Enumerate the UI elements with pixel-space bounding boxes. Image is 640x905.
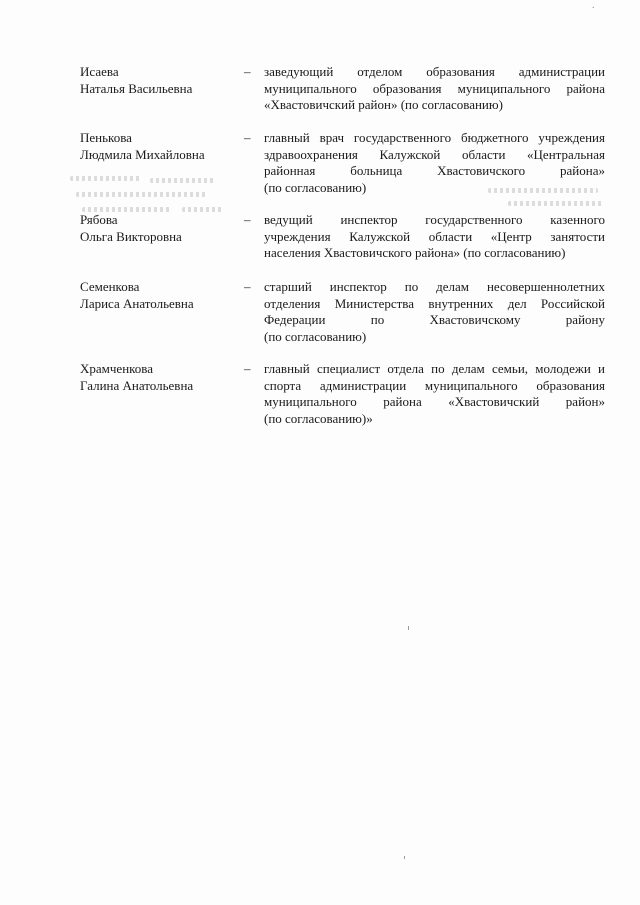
member-given-names: Лариса Анатольевна [80, 295, 194, 311]
member-given-names: Наталья Васильевна [80, 80, 193, 96]
role-line: Федерации по Хвастовичскому району [264, 312, 605, 328]
role-line: ведущий инспектор государственного казенного [264, 212, 605, 227]
scan-speck [404, 856, 405, 859]
dash-separator: – [244, 212, 251, 227]
member-given-names: Галина Анатольевна [80, 377, 194, 393]
role-line: «Хвастовичский район» (по согласованию) [264, 97, 503, 113]
role-line: (по согласованию) [264, 328, 367, 344]
role-line: учреждения Калужской области «Центр занятости [264, 228, 605, 244]
role-line: (по согласованию) [264, 179, 367, 195]
member-surname: Храмченкова [80, 361, 154, 376]
member-given-names: Ольга Викторовна [80, 228, 182, 244]
member-role [264, 361, 605, 427]
member-role [264, 212, 605, 262]
dash-separator: – [244, 361, 251, 376]
scan-smudge [488, 188, 598, 193]
role-line: отделения Министерства внутренних дел Российской [264, 295, 605, 311]
scan-speck [408, 626, 409, 630]
role-line: спорта администрации муниципального образования [264, 377, 605, 393]
member-given-names: Людмила Михайловна [80, 146, 205, 162]
scan-smudge [150, 178, 216, 183]
member-role [264, 130, 605, 196]
member-name [80, 361, 240, 394]
member-name [80, 279, 240, 312]
role-line: (по согласованию)» [264, 410, 373, 426]
scan-smudge [76, 192, 206, 197]
member-surname: Семенкова [80, 279, 140, 294]
role-line: главный специалист отдела по делам семьи, молодежи и [264, 361, 605, 376]
page-mark: . [592, 0, 595, 11]
dash-separator: – [244, 130, 251, 145]
role-line: старший инспектор по делам несовершеннолетних [264, 279, 605, 294]
scan-smudge [508, 201, 604, 206]
member-surname: Исаева [80, 64, 119, 79]
member-surname: Пенькова [80, 130, 132, 145]
role-line: муниципального образования муниципального района [264, 80, 605, 96]
scan-smudge [70, 176, 140, 181]
member-role [264, 279, 605, 345]
role-line: здравоохранения Калужской области «Центральная [264, 146, 605, 162]
role-line: главный врач государственного бюджетного учреждения [264, 130, 605, 145]
role-line: районная больница Хвастовичского района» [264, 163, 605, 179]
member-role [264, 64, 605, 114]
member-name [80, 212, 240, 245]
member-name [80, 64, 240, 97]
dash-separator: – [244, 64, 251, 79]
member-surname: Рябова [80, 212, 118, 227]
role-line: населения Хвастовичского района» (по согласованию) [264, 245, 566, 261]
role-line: заведующий отделом образования администрации [264, 64, 605, 79]
role-line: муниципального района «Хвастовичский район» [264, 394, 605, 410]
member-name [80, 130, 240, 163]
dash-separator: – [244, 279, 251, 294]
